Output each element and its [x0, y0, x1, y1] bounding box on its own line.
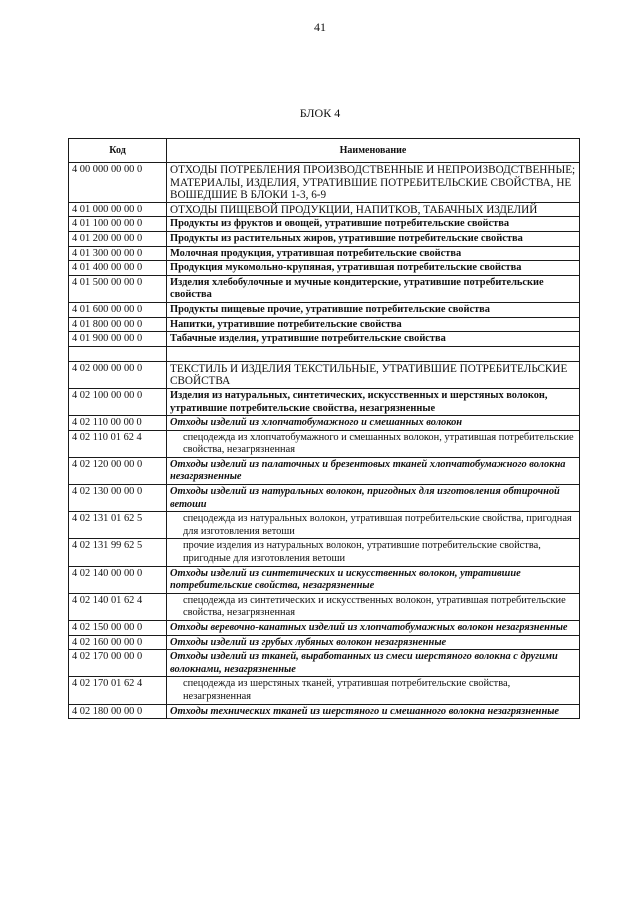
row-code: 4 01 600 00 00 0 — [69, 302, 167, 317]
row-name: спецодежда из синтетических и искусственных волокон, утратившая потребительские свойства, незагрязненная — [167, 593, 580, 620]
table-row — [69, 635, 580, 650]
row-code: 4 01 200 00 00 0 — [69, 231, 167, 246]
row-code: 4 01 500 00 00 0 — [69, 275, 167, 302]
table-row — [69, 388, 580, 415]
row-name: прочие изделия из натуральных волокон, утратившие потребительские свойства, пригодные для изготовления ветоши — [167, 539, 580, 566]
row-name: Продукты пищевые прочие, утратившие потребительские свойства — [167, 302, 580, 317]
row-code: 4 02 100 00 00 0 — [69, 388, 167, 415]
row-code: 4 01 800 00 00 0 — [69, 317, 167, 332]
row-code: 4 01 300 00 00 0 — [69, 246, 167, 261]
table-row — [69, 302, 580, 317]
table-row — [69, 346, 580, 361]
row-name: Продукты из растительных жиров, утратившие потребительские свойства — [167, 231, 580, 246]
table-row — [69, 217, 580, 232]
table-row — [69, 163, 580, 203]
table-row — [69, 593, 580, 620]
table-row — [69, 704, 580, 719]
row-name: Отходы изделий из натуральных волокон, пригодных для изготовления обтирочной ветоши — [167, 485, 580, 512]
waste-classifier-table — [68, 138, 580, 719]
row-name: ОТХОДЫ ПОТРЕБЛЕНИЯ ПРОИЗВОДСТВЕННЫЕ И НЕПРОИЗВОДСТВЕННЫЕ; МАТЕРИАЛЫ, ИЗДЕЛИЯ, УТРАТИВШИЕ ПОТРЕБИТЕЛЬСКИЕ СВОЙСТВА, НЕ ВОШЕДШИЕ В БЛОКИ 1-3, 6-9 — [167, 163, 580, 203]
table-row — [69, 485, 580, 512]
table-row — [69, 332, 580, 347]
table-row — [69, 621, 580, 636]
table-row — [69, 261, 580, 276]
table-row — [69, 566, 580, 593]
row-code: 4 00 000 00 00 0 — [69, 163, 167, 203]
row-name: Отходы изделий из тканей, выработанных из смеси шерстяного волокна с другими волокнами, незагрязненные — [167, 650, 580, 677]
row-name: Табачные изделия, утратившие потребительские свойства — [167, 332, 580, 347]
row-code: 4 02 110 00 00 0 — [69, 416, 167, 431]
table-row — [69, 275, 580, 302]
row-code: 4 02 131 01 62 5 — [69, 512, 167, 539]
row-code: 4 02 140 01 62 4 — [69, 593, 167, 620]
row-code: 4 02 120 00 00 0 — [69, 457, 167, 484]
name-column-header: Наименование — [167, 139, 580, 163]
row-name: спецодежда из шерстяных тканей, утратившая потребительские свойства, незагрязненная — [167, 677, 580, 704]
row-name: Напитки, утратившие потребительские свойства — [167, 317, 580, 332]
table-row — [69, 650, 580, 677]
table-header-row — [69, 139, 580, 163]
row-code: 4 02 110 01 62 4 — [69, 430, 167, 457]
row-name: Отходы изделий из хлопчатобумажного и смешанных волокон — [167, 416, 580, 431]
row-code: 4 02 180 00 00 0 — [69, 704, 167, 719]
table-row — [69, 457, 580, 484]
row-name — [167, 346, 580, 361]
table-row — [69, 246, 580, 261]
row-name: ОТХОДЫ ПИЩЕВОЙ ПРОДУКЦИИ, НАПИТКОВ, ТАБАЧНЫХ ИЗДЕЛИЙ — [167, 202, 580, 217]
row-code: 4 01 100 00 00 0 — [69, 217, 167, 232]
table-row — [69, 361, 580, 388]
table-row — [69, 512, 580, 539]
row-code: 4 02 130 00 00 0 — [69, 485, 167, 512]
row-code: 4 01 000 00 00 0 — [69, 202, 167, 217]
row-code: 4 02 000 00 00 0 — [69, 361, 167, 388]
row-code — [69, 346, 167, 361]
row-code: 4 02 160 00 00 0 — [69, 635, 167, 650]
row-name: Отходы веревочно-канатных изделий из хлопчатобумажных волокон незагрязненные — [167, 621, 580, 636]
page-number: 41 — [314, 20, 326, 34]
row-name: Продукция мукомольно-крупяная, утратившая потребительские свойства — [167, 261, 580, 276]
row-name: Продукты из фруктов и овощей, утратившие потребительские свойства — [167, 217, 580, 232]
table-row — [69, 430, 580, 457]
table-row — [69, 202, 580, 217]
row-code: 4 02 140 00 00 0 — [69, 566, 167, 593]
row-code: 4 02 131 99 62 5 — [69, 539, 167, 566]
table-row — [69, 539, 580, 566]
table-row — [69, 416, 580, 431]
row-name: спецодежда из хлопчатобумажного и смешанных волокон, утратившая потребительские свойства, незагрязненная — [167, 430, 580, 457]
row-name: ТЕКСТИЛЬ И ИЗДЕЛИЯ ТЕКСТИЛЬНЫЕ, УТРАТИВШИЕ ПОТРЕБИТЕЛЬСКИЕ СВОЙСТВА — [167, 361, 580, 388]
row-code: 4 02 150 00 00 0 — [69, 621, 167, 636]
table-row — [69, 677, 580, 704]
code-column-header: Код — [69, 139, 167, 163]
row-name: Изделия хлебобулочные и мучные кондитерские, утратившие потребительские свойства — [167, 275, 580, 302]
row-code: 4 02 170 00 00 0 — [69, 650, 167, 677]
row-name: Молочная продукция, утратившая потребительские свойства — [167, 246, 580, 261]
row-name: спецодежда из натуральных волокон, утратившая потребительские свойства, пригодная для изготовления ветоши — [167, 512, 580, 539]
row-code: 4 01 900 00 00 0 — [69, 332, 167, 347]
row-name: Отходы изделий из синтетических и искусственных волокон, утратившие потребительские свойства, незагрязненные — [167, 566, 580, 593]
row-code: 4 02 170 01 62 4 — [69, 677, 167, 704]
table-row — [69, 317, 580, 332]
row-name: Изделия из натуральных, синтетических, искусственных и шерстяных волокон, утратившие потребительские свойства, незагрязненные — [167, 388, 580, 415]
block-title: БЛОК 4 — [299, 106, 341, 120]
row-name: Отходы изделий из грубых лубяных волокон незагрязненные — [167, 635, 580, 650]
table-row — [69, 231, 580, 246]
row-name: Отходы изделий из палаточных и брезентовых тканей хлопчатобумажного волокна незагрязненные — [167, 457, 580, 484]
row-name: Отходы технических тканей из шерстяного и смешанного волокна незагрязненные — [167, 704, 580, 719]
row-code: 4 01 400 00 00 0 — [69, 261, 167, 276]
